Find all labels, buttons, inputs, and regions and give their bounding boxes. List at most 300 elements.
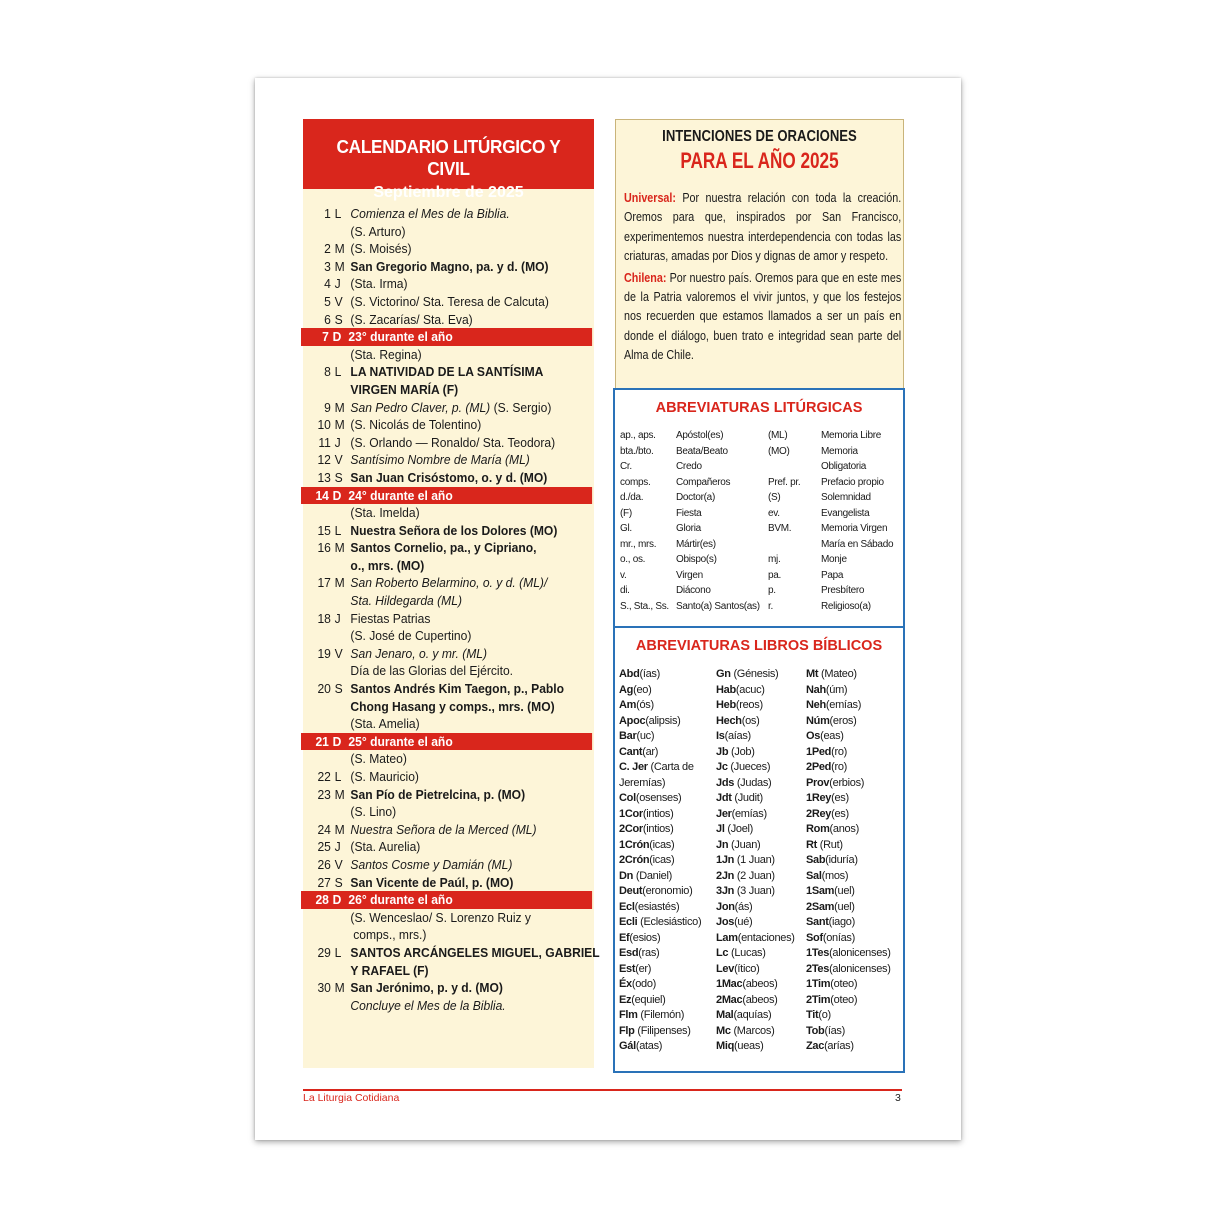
abbrev-cell: Obligatoria — [821, 461, 867, 472]
book-code: Is — [716, 730, 725, 742]
book-name: (ar) — [642, 745, 659, 758]
book-code: Jon — [716, 900, 735, 913]
book-code: Jds — [716, 776, 735, 789]
abbrev-cell: Memoria Libre — [821, 430, 882, 441]
book-code: Miq — [716, 1040, 735, 1052]
abbrev-cell: pa. — [768, 569, 782, 581]
intention-universal — [624, 188, 901, 266]
book-name: (eas) — [820, 730, 844, 742]
book-code: 2Ped — [806, 761, 832, 773]
day-number: 5 — [324, 293, 331, 309]
book-code: Gn — [716, 668, 731, 680]
book-abbrev — [619, 698, 701, 714]
entry-continuation — [303, 926, 601, 944]
book-abbrev — [619, 776, 701, 792]
book-code: Sab — [806, 854, 826, 866]
day-number: 1 — [324, 206, 331, 221]
book-abbrev — [619, 853, 701, 869]
book-name: (reos) — [735, 699, 763, 711]
liturgical-abbreviations-title: ABREVIATURAS LITÚRGICAS — [655, 400, 863, 416]
entry-continuation — [303, 962, 601, 980]
entry-part: (S. Mauricio) — [350, 769, 419, 784]
abbrev-cell: (F) — [620, 507, 632, 519]
book-name: (equiel) — [631, 993, 666, 1006]
book-code: 2Cor — [619, 823, 643, 835]
book-abbrev — [619, 807, 701, 823]
entry-continuation — [303, 750, 601, 768]
entry-text — [303, 469, 601, 487]
weekday: L — [334, 522, 342, 538]
abbrev-cell: BVM. — [768, 523, 792, 534]
book-name: (ás) — [734, 900, 753, 913]
book-abbrev — [806, 962, 891, 978]
calendar-subtitle: Septiembre de 2025 — [373, 184, 524, 201]
day-number: 16 — [317, 540, 331, 556]
book-abbrev — [716, 915, 795, 931]
book-abbrev — [806, 667, 891, 683]
book-name: (emías) — [731, 807, 767, 820]
book-name: (abeos) — [742, 993, 778, 1006]
abbrev-cell: mr., mrs. — [620, 538, 657, 550]
day-number: 17 — [317, 575, 331, 591]
weekday: M — [334, 417, 345, 433]
entry-text — [303, 434, 601, 452]
continuation-text: Concluye el Mes de la Biblia. — [350, 997, 506, 1013]
entry-text — [303, 311, 601, 329]
entry-text — [303, 856, 601, 874]
book-code: Sal — [806, 869, 822, 882]
abbrev-column — [676, 428, 760, 614]
book-name: (Carta de — [647, 761, 694, 773]
book-name: (es) — [831, 807, 849, 820]
book-abbrev — [716, 1024, 795, 1040]
abbrev-cell: Beata/Beato — [676, 445, 728, 457]
calendar-row — [303, 399, 601, 417]
entry-text — [303, 944, 601, 962]
book-code: 1Ped — [806, 745, 832, 758]
continuation-text: VIRGEN MARÍA (F) — [350, 381, 459, 397]
day-number: 18 — [317, 610, 331, 626]
entry-part: (S. Orlando — Ronaldo/ Sta. Teodora) — [350, 434, 556, 450]
calendar-row — [303, 363, 601, 381]
book-abbrev — [619, 1024, 701, 1040]
book-code: Dn — [619, 869, 634, 882]
calendar-row — [303, 574, 601, 592]
book-code: Sof — [806, 931, 823, 944]
book-code: Flm — [619, 1009, 638, 1021]
abbrev-cell: p. — [768, 585, 776, 596]
abbrev-cell: Gloria — [676, 523, 701, 534]
weekday: V — [334, 452, 343, 468]
weekday: J — [334, 434, 341, 450]
weekday: J — [334, 610, 341, 626]
book-abbrev — [806, 822, 891, 838]
continuation-text: (S. Wenceslao/ S. Lorenzo Ruiz y — [350, 909, 531, 925]
book-code: Est — [619, 962, 636, 975]
entry-continuation — [303, 909, 601, 927]
book-code: Nah — [806, 683, 826, 696]
book-code: Jer — [716, 807, 732, 820]
book-name: (esiastés) — [634, 900, 680, 913]
entry-part: (S. Zacarías/ Sta. Eva) — [350, 311, 473, 327]
calendar-row — [303, 275, 601, 293]
book-abbrev — [716, 667, 795, 683]
day-number: 22 — [317, 769, 331, 784]
entry-part: Comienza el Mes de la Biblia. — [350, 206, 510, 221]
entry-text — [303, 205, 601, 223]
book-name: (Mateo) — [818, 668, 857, 680]
day-number: 20 — [317, 681, 331, 697]
entry-continuation — [303, 504, 601, 522]
book-name: (ítico) — [734, 962, 760, 975]
book-code: 2Tim — [806, 993, 831, 1006]
book-abbrev — [619, 791, 701, 807]
book-abbrev — [716, 962, 795, 978]
book-abbrev — [619, 1039, 701, 1055]
book-code: Éx — [619, 978, 632, 990]
book-abbrev — [716, 884, 795, 900]
continuation-text: (S. Lino) — [350, 804, 397, 820]
day-number: 15 — [317, 522, 331, 538]
book-abbrev — [716, 931, 795, 947]
book-abbrev — [716, 822, 795, 838]
book-code: C. Jer — [619, 761, 648, 773]
book-name: (os) — [741, 714, 760, 727]
book-name: (eros) — [829, 714, 857, 727]
book-name: (Filipenses) — [634, 1024, 691, 1037]
weekday: S — [334, 681, 343, 697]
sunday-row — [301, 891, 592, 909]
weekday: M — [334, 821, 345, 837]
entry-text — [303, 399, 601, 417]
calendar-row — [303, 416, 601, 434]
chilena-text: Por nuestro país. Oremos para que en este mes de la Patria valoremos el vivir juntos, y que los festejos nos recuerden que estamos llamados a ser un país en donde el diálogo, buen trato e integridad sean parte del Alma de Chile. — [624, 269, 902, 363]
book-abbrev — [716, 807, 795, 823]
entry-text — [303, 258, 601, 276]
day-number: 11 — [318, 434, 331, 450]
book-code: 1Cor — [619, 807, 643, 820]
book-code: Deut — [619, 885, 643, 897]
entry-text — [303, 680, 601, 698]
book-name: (o) — [818, 1009, 831, 1021]
book-abbrev — [716, 791, 795, 807]
day-number: 30 — [317, 980, 331, 996]
abbrev-cell: Diácono — [676, 585, 711, 596]
book-abbrev — [806, 915, 891, 931]
book-abbrev — [806, 869, 891, 885]
entry-text — [303, 838, 601, 856]
book-code: Bar — [619, 730, 637, 742]
abbrev-cell: Monje — [821, 554, 847, 565]
book-code: Ag — [619, 683, 634, 696]
book-code: Rom — [806, 823, 830, 835]
book-code: Jc — [716, 761, 728, 773]
entry-text — [303, 821, 601, 839]
weekday: D — [332, 487, 342, 503]
book-abbrev — [806, 807, 891, 823]
book-abbrev — [716, 946, 795, 962]
entry-text — [303, 539, 601, 557]
entry-text — [303, 979, 601, 997]
book-abbrev — [619, 993, 701, 1009]
book-abbrev — [806, 760, 891, 776]
book-abbrev — [806, 900, 891, 916]
entry-part: (Sta. Aurelia) — [350, 839, 421, 855]
calendar-row — [303, 838, 601, 856]
book-name: (Joel) — [724, 823, 754, 835]
book-code: Jn — [716, 838, 729, 851]
entry-continuation — [303, 997, 601, 1015]
book-name: (ueas) — [734, 1040, 764, 1052]
book-name: (ras) — [638, 947, 660, 959]
abbrev-cell: Memoria — [821, 445, 858, 457]
entry-text — [303, 240, 601, 258]
book-code: Cant — [619, 745, 643, 758]
calendar-row — [303, 434, 601, 452]
book-abbrev — [619, 900, 701, 916]
book-name: (ías) — [639, 668, 660, 680]
book-name: (esios) — [629, 931, 661, 944]
book-abbrev — [806, 884, 891, 900]
entry-part: Santos Cosme y Damián (ML) — [350, 856, 513, 872]
weekday: J — [334, 276, 341, 292]
abbrev-cell: Obispo(s) — [676, 554, 717, 565]
entry-part: Santos Cornelio, pa., y Cipriano, — [350, 540, 537, 556]
entry-part: Nuestra Señora de los Dolores (MO) — [350, 522, 558, 538]
book-name: (uel) — [834, 900, 855, 913]
calendar-row — [303, 944, 601, 962]
entry-part: Nuestra Señora de la Merced (ML) — [350, 821, 537, 837]
continuation-text: Chong Hasang y comps., mrs. (MO) — [350, 698, 555, 714]
book-code: 2Sam — [806, 900, 835, 913]
book-code: Mal — [716, 1009, 734, 1021]
book-code: Ef — [619, 931, 630, 944]
entry-text — [303, 451, 601, 469]
book-code: Jb — [716, 745, 729, 758]
book-name: (entaciones) — [737, 931, 795, 944]
abbrev-column — [620, 428, 669, 614]
entry-text — [303, 610, 601, 628]
entry-part: Santísimo Nombre de María (ML) — [350, 452, 530, 468]
book-name: (aías) — [724, 730, 751, 742]
calendar-row — [303, 786, 601, 804]
book-abbrev — [619, 822, 701, 838]
book-name: (abeos) — [742, 978, 778, 990]
abbrev-cell: Solemnidad — [821, 492, 871, 503]
entry-text — [303, 416, 601, 434]
book-name: (2 Juan) — [734, 869, 775, 882]
weekday: L — [334, 364, 342, 380]
abbrev-cell: Prefacio propio — [821, 476, 884, 488]
book-code: 2Mac — [716, 993, 743, 1006]
abbrev-column — [821, 428, 893, 614]
calendar-row — [303, 680, 601, 698]
book-code: 2Tes — [806, 962, 830, 975]
calendar-row — [303, 821, 601, 839]
weekday: M — [334, 399, 345, 415]
abbrev-cell: mj. — [768, 554, 781, 565]
book-code: Os — [806, 730, 821, 742]
day-number: 6 — [324, 311, 331, 327]
book-code: 1Tim — [806, 978, 831, 990]
book-abbrev — [806, 791, 891, 807]
weekday: D — [332, 733, 342, 749]
book-name: (Filemón) — [637, 1009, 685, 1021]
calendar-row — [303, 539, 601, 557]
calendar-header — [303, 119, 594, 201]
book-code: Apoc — [619, 714, 646, 727]
entry-text — [303, 645, 601, 663]
day-number: 21 — [315, 733, 329, 749]
book-code: Lev — [716, 962, 735, 975]
book-name: (Lucas) — [728, 947, 766, 959]
book-code: Jos — [716, 916, 735, 928]
abbrev-cell: ev. — [768, 507, 780, 519]
liturgical-abbreviations — [613, 388, 905, 631]
continuation-text: (S. Arturo) — [350, 223, 406, 239]
book-column — [716, 667, 795, 1055]
book-abbrev — [716, 714, 795, 730]
book-code: 1Crón — [619, 838, 650, 851]
footer-divider — [303, 1089, 902, 1091]
weekday: D — [332, 329, 342, 345]
weekday: V — [334, 856, 343, 872]
book-name: (intios) — [642, 807, 674, 820]
day-number: 27 — [317, 874, 331, 890]
book-abbrev — [716, 729, 795, 745]
day-number: 7 — [322, 329, 329, 345]
book-abbrev — [619, 683, 701, 699]
calendar-row — [303, 258, 601, 276]
book-abbrev — [716, 745, 795, 761]
book-name: (alipsis) — [645, 714, 681, 727]
day-number: 3 — [324, 258, 331, 274]
book-abbrev — [716, 698, 795, 714]
book-name: (oteo) — [830, 993, 858, 1006]
book-code: Mt — [806, 668, 819, 680]
entry-continuation — [303, 592, 601, 610]
entry-part: San Pedro Claver, p. (ML) — [350, 399, 491, 415]
book-code: Abd — [619, 668, 640, 680]
continuation-text: o., mrs. (MO) — [350, 557, 425, 573]
book-code: Tob — [806, 1024, 825, 1037]
book-code: Jdt — [716, 792, 732, 804]
book-code: Zac — [806, 1040, 825, 1052]
abbrev-cell — [768, 537, 800, 553]
abbrev-cell: Memoria Virgen — [821, 523, 888, 534]
book-abbrev — [619, 714, 701, 730]
continuation-text: (Sta. Amelia) — [350, 716, 420, 732]
abbrev-cell: Credo — [676, 461, 702, 472]
calendar-row — [303, 856, 601, 874]
entry-continuation — [303, 698, 601, 716]
book-abbrev — [806, 683, 891, 699]
book-code: 2Crón — [619, 854, 650, 866]
calendar-row — [303, 522, 601, 540]
book-code: 1Tes — [806, 947, 830, 959]
book-name: (Daniel) — [633, 869, 672, 882]
day-number: 2 — [324, 241, 331, 257]
book-code: Esd — [619, 947, 639, 959]
continuation-text: comps., mrs.) — [353, 927, 427, 943]
universal-label: Universal: — [624, 190, 676, 205]
book-code: 1Mac — [716, 978, 743, 990]
entry-part: Fiestas Patrias — [350, 610, 431, 626]
calendar-list — [303, 189, 600, 1014]
book-abbrev — [806, 1039, 891, 1055]
calendar-row — [303, 469, 601, 487]
book-code: Ecl — [619, 900, 635, 913]
weekday: D — [332, 892, 342, 908]
entry-part: San Vicente de Paúl, p. (MO) — [350, 874, 514, 890]
calendar-row — [303, 874, 601, 892]
book-code: Rt — [806, 838, 818, 851]
weekday: J — [334, 839, 341, 855]
book-code: Hech — [716, 714, 742, 727]
day-number: 14 — [315, 487, 329, 503]
book-code: 1Sam — [806, 885, 835, 897]
continuation-text: (Sta. Regina) — [350, 346, 422, 362]
weekday: M — [334, 258, 345, 274]
book-name: (eronomio) — [642, 885, 693, 897]
weekday: S — [334, 311, 343, 327]
entry-continuation — [303, 627, 601, 645]
entry-text — [301, 487, 592, 505]
book-name: (eo) — [633, 683, 652, 696]
entry-text — [303, 874, 601, 892]
weekday: M — [334, 241, 345, 257]
entry-part: SANTOS ARCÁNGELES MIGUEL, GABRIEL — [350, 944, 600, 960]
universal-text: Por nuestra relación con toda la creación. Oremos para que, inspirados por San Francisco, experimentemos nuestra interdependencia con todas las criaturas, amadas por Dios y dignas de amor y respeto. — [624, 190, 902, 264]
weekday: M — [334, 980, 345, 996]
book-name: (arías) — [824, 1040, 854, 1052]
sunday-row — [301, 487, 592, 505]
book-name: (erbios) — [829, 776, 865, 789]
book-name: (Job) — [728, 745, 755, 758]
book-abbrev — [716, 683, 795, 699]
book-abbrev — [619, 838, 701, 854]
abbrev-cell: Gl. — [620, 523, 632, 534]
abbrev-cell: Cr. — [620, 461, 632, 472]
book-name: (ías) — [824, 1024, 845, 1037]
entry-part: (S. Victorino/ Sta. Teresa de Calcuta) — [350, 293, 549, 309]
book-name: (alonicenses) — [829, 947, 891, 959]
book-abbrev — [716, 776, 795, 792]
calendar-row — [303, 768, 601, 786]
entry-part: Santos Andrés Kim Taegon, p., Pablo — [350, 681, 565, 697]
book-abbrev — [619, 915, 701, 931]
book-name: (ro) — [831, 761, 848, 773]
entry-part: San Pío de Pietrelcina, p. (MO) — [350, 786, 526, 802]
day-number: 13 — [317, 469, 331, 485]
book-code: Lc — [716, 947, 729, 959]
day-number: 25 — [317, 839, 331, 855]
book-code: Am — [619, 699, 637, 711]
book-abbrev — [806, 931, 891, 947]
book-name: (emías) — [825, 699, 862, 711]
abbrev-cell: di. — [620, 585, 630, 596]
continuation-text: (S. José de Cupertino) — [350, 628, 472, 644]
book-code: 3Jn — [716, 885, 735, 897]
book-abbrev — [716, 977, 795, 993]
book-abbrev — [716, 853, 795, 869]
continuation-text: (S. Mateo) — [350, 751, 407, 767]
day-number: 28 — [315, 892, 329, 908]
entry-text — [301, 891, 592, 909]
abbrev-cell: S., Sta., Ss. — [620, 600, 669, 612]
day-number: 23 — [317, 786, 331, 802]
day-number: 26 — [317, 856, 331, 872]
